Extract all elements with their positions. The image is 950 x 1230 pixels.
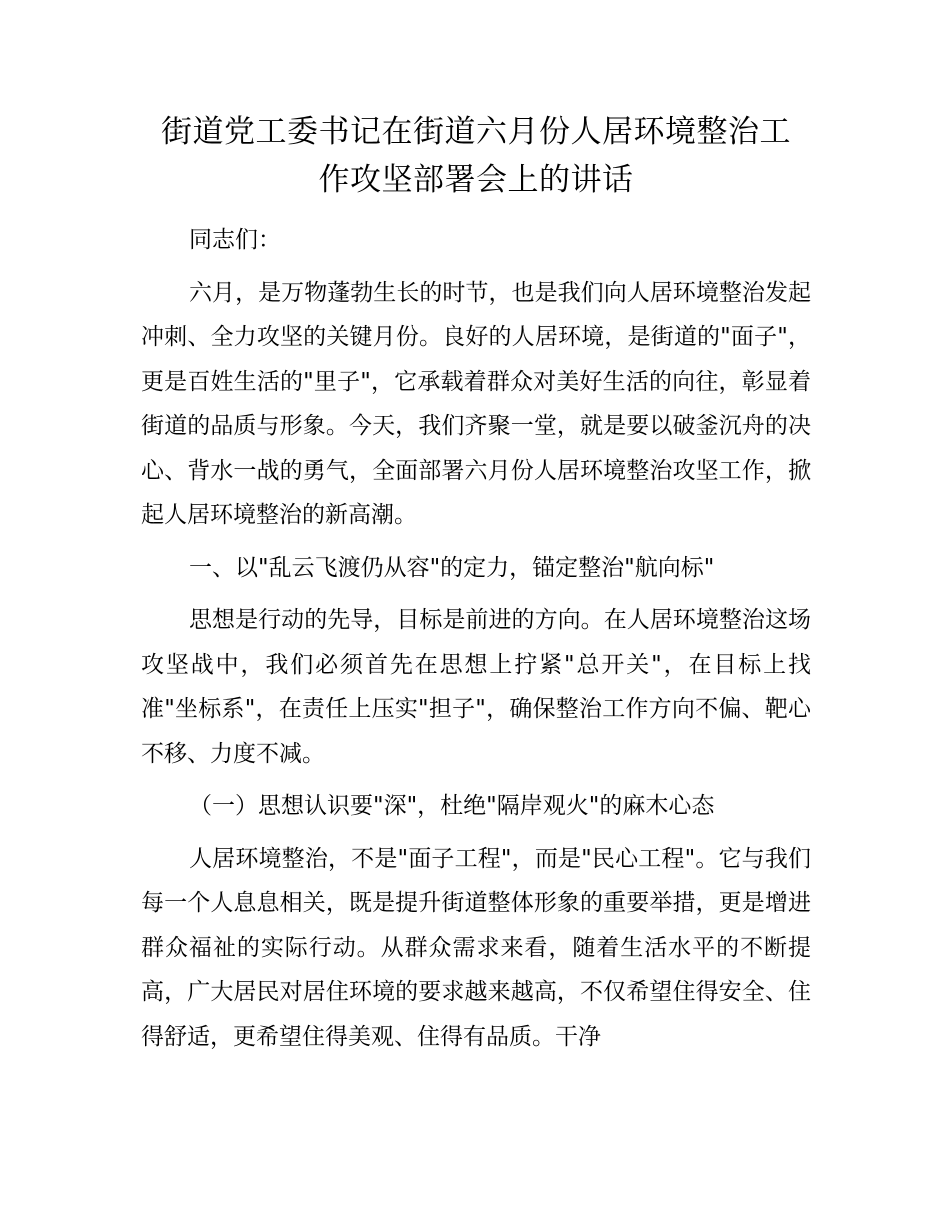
document-page	[141, 108, 811, 1059]
paragraph-subsection-1: 人居环境整治，不是"面子工程"，而是"民心工程"。它与我们每一个人息息相关，既是提升街道整体形象的重要举措，更是增进群众福祉的实际行动。从群众需求来看，随着生活水平的不断提高，广大居民对居住环境的要求越来越高，不仅希望住得安全、住得舒适，更希望住得美观、住得有品质。干净	[141, 845, 811, 1050]
paragraph-section-1: 思想是行动的先导，目标是前进的方向。在人居环境整治这场攻坚战中，我们必须首先在思想上拧紧"总开关"，在目标上找准"坐标系"，在责任上压实"担子"，确保整治工作方向不偏、靶心不移、力度不减。	[141, 607, 811, 767]
section-heading-1: 一、以"乱云飞渡仍从容"的定力，锚定整治"航向标"	[189, 554, 715, 581]
paragraph-intro: 六月，是万物蓬勃生长的时节，也是我们向人居环境整治发起冲刺、全力攻坚的关键月份。良好的人居环境，是街道的"面子"，更是百姓生活的"里子"，它承载着群众对美好生活的向往，彰显着街道的品质与形象。今天，我们齐聚一堂，就是要以破釜沉舟的决心、背水一战的勇气，全面部署六月份人居环境整治攻坚工作，掀起人居环境整治的新高潮。	[141, 279, 811, 528]
subsection-heading-1: （一）思想认识要"深"，杜绝"隔岸观火"的麻木心态	[189, 793, 715, 819]
document-title	[141, 108, 811, 204]
title-line-2: 作攻坚部署会上的讲话	[318, 162, 634, 198]
title-line-1: 街道党工委书记在街道六月份人居环境整治工	[161, 114, 791, 150]
greeting: 同志们：	[189, 227, 281, 253]
